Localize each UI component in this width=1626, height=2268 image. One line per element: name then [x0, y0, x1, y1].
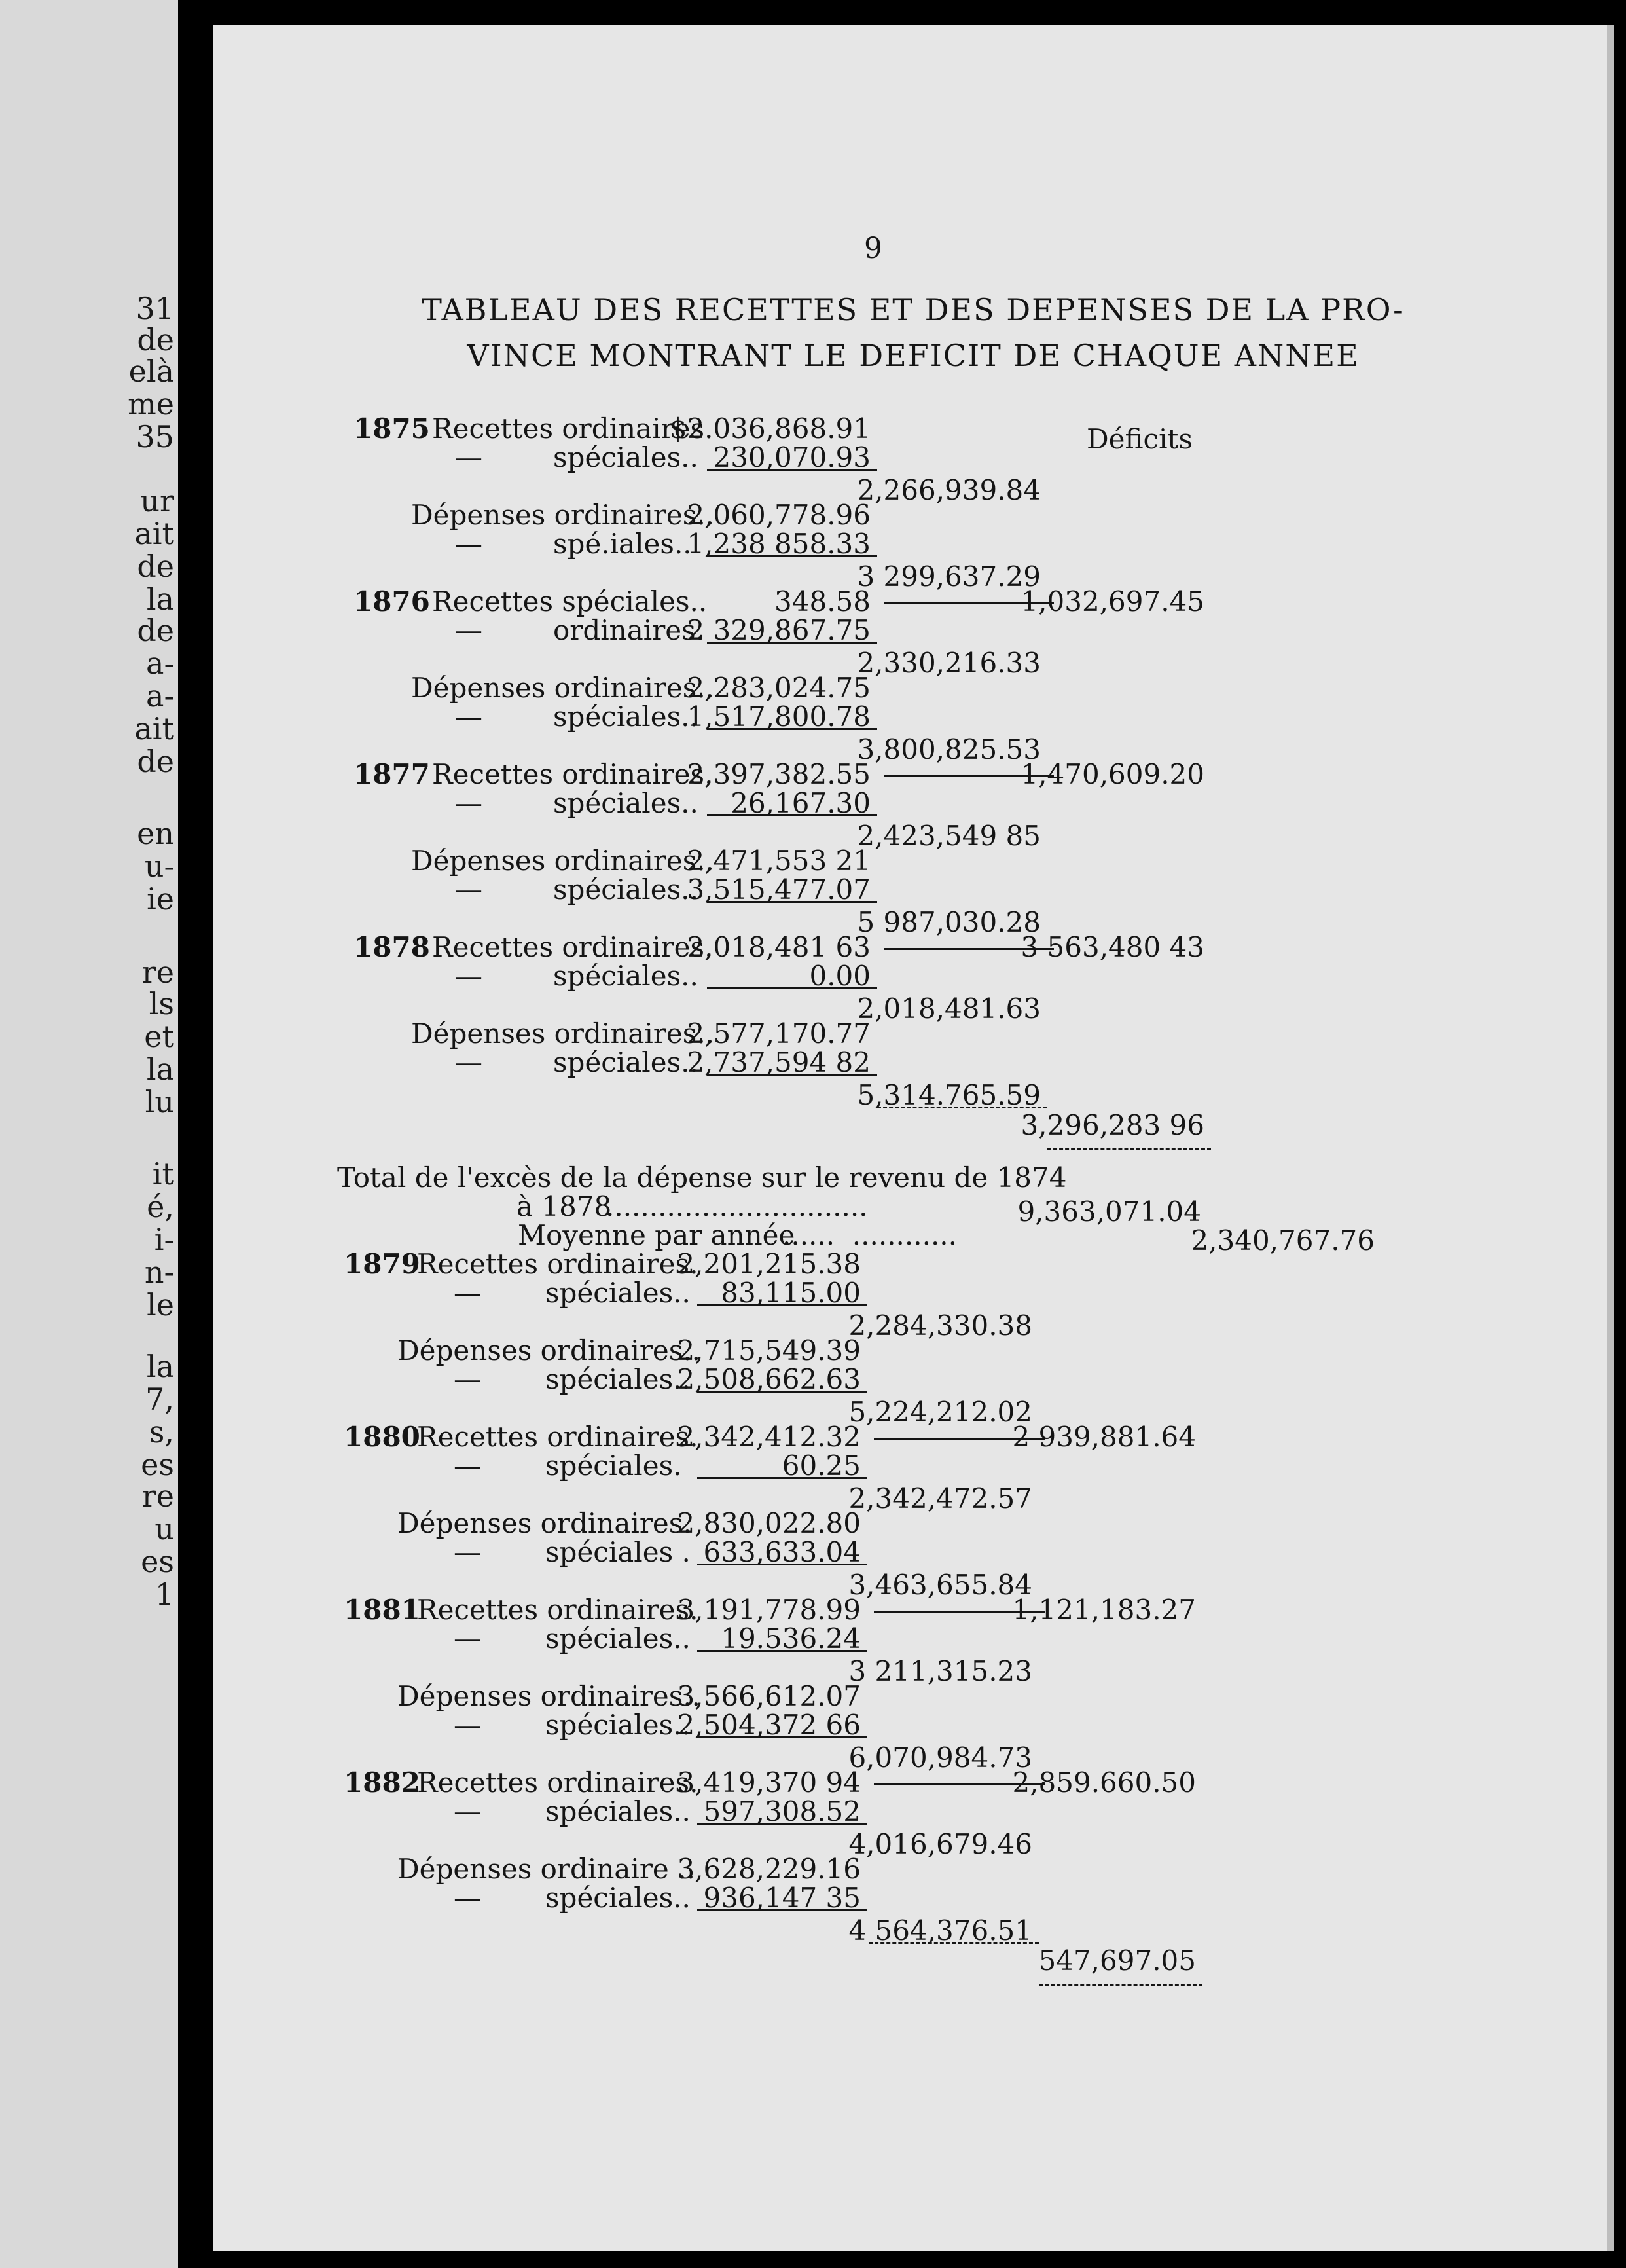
- left-page-text-fragment: a-: [146, 646, 174, 681]
- ditto-dash: —: [454, 1363, 481, 1395]
- subtotal-amount: 5,224,212.02: [848, 1396, 1032, 1428]
- line-item-label: spéciales..: [553, 787, 698, 819]
- year-label: 1882: [344, 1766, 420, 1799]
- line-item-amount: 597,308.52: [703, 1795, 861, 1827]
- subtotal-amount: 3 299,637.29: [857, 560, 1041, 593]
- line-item-amount: 2,060,778.96: [687, 499, 871, 531]
- left-page-text-fragment: ie: [147, 881, 174, 917]
- subtotal-amount: 4,016,679.46: [848, 1828, 1032, 1860]
- line-item-amount: 2,737,594 82: [687, 1046, 871, 1078]
- line-item-amount: 3,419,370 94: [677, 1766, 861, 1799]
- left-page-text-fragment: ls: [149, 986, 174, 1021]
- left-page-text-fragment: me: [128, 386, 174, 422]
- left-page-text-fragment: s,: [149, 1414, 174, 1450]
- line-item-amount: 936,147 35: [703, 1882, 861, 1914]
- line-item-amount: 3,566,612.07: [677, 1680, 861, 1712]
- subtotal-rule: [707, 987, 877, 989]
- line-item-label: spéciales..: [553, 873, 698, 905]
- ditto-dash: —: [455, 787, 482, 819]
- line-item-label: Dépenses ordinaires..: [411, 845, 715, 877]
- ditto-dash: —: [455, 873, 482, 905]
- total-description: Total de l'excès de la dépense sur le revenu de 1874: [337, 1161, 1067, 1194]
- ditto-dash: —: [455, 441, 482, 473]
- subtotal-amount: 2,284,330.38: [848, 1309, 1032, 1342]
- deficit-amount: 1,470,609.20: [1021, 758, 1204, 790]
- line-item-amount: 633,633.04: [703, 1536, 861, 1568]
- left-page-text-fragment: é,: [147, 1189, 174, 1224]
- subtotal-amount: 2,266,939.84: [857, 474, 1041, 506]
- line-item-label: spéciales..: [545, 1882, 691, 1914]
- subtotal-amount: 2,423,549 85: [857, 820, 1041, 852]
- left-page-text-fragment: 1: [154, 1577, 174, 1612]
- ditto-dash: —: [454, 1795, 481, 1827]
- left-page-text-fragment: 31: [136, 291, 174, 326]
- ditto-dash: —: [454, 1450, 481, 1482]
- year-label: 1881: [344, 1594, 420, 1626]
- subtotal-amount: 2,342,472.57: [848, 1482, 1032, 1514]
- deficit-double-rule: [1039, 1984, 1202, 1986]
- previous-page-fragment: [0, 0, 178, 2268]
- left-page-text-fragment: ait: [134, 516, 174, 551]
- line-item-amount: 1,238 858.33: [687, 528, 871, 560]
- subtotal-amount: 5,314.765.59: [857, 1079, 1041, 1111]
- subtotal-amount: 2,330,216.33: [857, 647, 1041, 679]
- left-page-text-fragment: la: [146, 581, 174, 617]
- line-item-label: Recettes ordinaires.: [432, 758, 714, 790]
- subtotal-rule: [697, 1477, 867, 1479]
- line-item-label: spéciales..: [545, 1622, 691, 1655]
- left-page-text-fragment: elà: [128, 354, 174, 389]
- line-item-amount: 2,715,549.39: [677, 1334, 861, 1366]
- deficit-amount: 2 939,881.64: [1012, 1421, 1196, 1453]
- deficit-amount: 2,859.660.50: [1012, 1766, 1196, 1799]
- line-item-label: spéciales.: [545, 1450, 682, 1482]
- line-item-label: Recettes ordinaires.: [417, 1766, 698, 1799]
- left-page-text-fragment: u: [154, 1511, 174, 1546]
- line-item-amount: 3,628,229.16: [677, 1853, 861, 1885]
- line-item-label: spéciales..: [545, 1363, 691, 1395]
- line-item-amount: $2 036,868.91: [669, 412, 871, 445]
- line-item-label: spéciales..: [545, 1277, 691, 1309]
- total-period: à 1878: [516, 1190, 612, 1222]
- subtotal-amount: 2,018,481.63: [857, 993, 1041, 1025]
- left-page-text-fragment: es: [141, 1447, 174, 1482]
- left-page-text-fragment: et: [144, 1019, 174, 1054]
- left-page-text-fragment: lu: [145, 1084, 174, 1120]
- line-item-amount: 83,115.00: [721, 1277, 861, 1309]
- line-item-amount: 1,517,800.78: [687, 701, 871, 733]
- average-per-year-amount: 2,340,767.76: [1191, 1224, 1375, 1256]
- line-item-amount: 0.00: [809, 960, 871, 992]
- line-item-label: Recettes ordinaires.: [432, 931, 714, 963]
- line-item-amount: 2,397,382.55: [687, 758, 871, 790]
- subtotal-rule: [697, 1823, 867, 1825]
- subtotal-rule: [707, 814, 877, 816]
- subtotal-amount: 3 211,315.23: [848, 1655, 1032, 1687]
- ditto-dash: —: [455, 614, 482, 646]
- ditto-dash: —: [455, 528, 482, 560]
- line-item-amount: 2,504,372 66: [677, 1709, 861, 1741]
- line-item-label: spéciales..: [545, 1709, 691, 1741]
- left-page-text-fragment: de: [137, 549, 174, 584]
- line-item-amount: 2,471,553 21: [687, 845, 871, 877]
- subtotal-rule: [707, 1074, 877, 1076]
- ditto-dash: —: [455, 701, 482, 733]
- line-item-label: spéciales .: [545, 1536, 691, 1568]
- line-item-label: Dépenses ordinaires..: [411, 1017, 715, 1050]
- deficit-amount: 1,032,697.45: [1021, 585, 1204, 617]
- line-item-label: spéciales..: [553, 960, 698, 992]
- deficit-amount: 3 563,480 43: [1021, 931, 1204, 963]
- year-label: 1876: [353, 585, 430, 617]
- deficit-amount: 3,296,283 96: [1021, 1109, 1204, 1141]
- page-number: 9: [864, 232, 882, 265]
- left-page-text-fragment: n-: [144, 1254, 174, 1290]
- year-label: 1880: [344, 1421, 420, 1453]
- ditto-dash: —: [454, 1882, 481, 1914]
- line-item-amount: 2,577,170.77: [687, 1017, 871, 1050]
- line-item-label: ordinaires.: [553, 614, 705, 646]
- subtotal-rule: [697, 1304, 867, 1306]
- left-page-text-fragment: de: [137, 744, 174, 779]
- line-item-label: Recettes ordinaires.: [417, 1421, 698, 1453]
- left-page-text-fragment: i-: [154, 1222, 174, 1257]
- line-item-amount: 2,830,022.80: [677, 1507, 861, 1539]
- dot-leader: ..............................: [605, 1190, 868, 1222]
- line-item-amount: 2 329,867.75: [687, 614, 871, 646]
- line-item-amount: 19.536.24: [721, 1622, 861, 1655]
- left-page-text-fragment: 7,: [145, 1381, 174, 1417]
- line-item-label: Recettes ordinaires.: [432, 412, 714, 445]
- subtotal-amount: 3,800,825.53: [857, 733, 1041, 765]
- deficit-amount: 1,121,183.27: [1012, 1594, 1196, 1626]
- line-item-amount: 2,342,412.32: [677, 1421, 861, 1453]
- subtotal-amount: 3,463,655.84: [848, 1569, 1032, 1601]
- left-page-text-fragment: le: [147, 1287, 174, 1323]
- ditto-dash: —: [455, 960, 482, 992]
- line-item-amount: 3,515,477.07: [687, 873, 871, 905]
- left-page-text-fragment: re: [141, 955, 174, 990]
- year-label: 1877: [353, 758, 430, 790]
- line-item-label: Recettes ordinaires.: [417, 1594, 698, 1626]
- left-page-text-fragment: u-: [144, 849, 174, 884]
- line-item-amount: 2,018,481 63: [687, 931, 871, 963]
- left-page-text-fragment: it: [152, 1156, 174, 1192]
- subtotal-rule: [697, 1564, 867, 1565]
- deficit-rule: [869, 1942, 1039, 1944]
- left-page-text-fragment: 35: [136, 419, 174, 454]
- subtotal-amount: 5 987,030.28: [857, 906, 1041, 938]
- line-item-label: spéciales..: [553, 441, 698, 473]
- subtotal-rule: [697, 1391, 867, 1393]
- line-item-label: Dépenses ordinaires..: [411, 499, 715, 531]
- deficit-double-rule: [1047, 1148, 1211, 1150]
- left-page-text-fragment: de: [137, 322, 174, 357]
- line-item-label: Dépenses ordinaire ..: [397, 1853, 695, 1885]
- year-label: 1878: [353, 931, 430, 963]
- ditto-dash: —: [454, 1709, 481, 1741]
- subtotal-rule: [697, 1736, 867, 1738]
- left-page-text-fragment: es: [141, 1544, 174, 1579]
- ditto-dash: —: [455, 1046, 482, 1078]
- left-page-text-fragment: la: [146, 1349, 174, 1384]
- line-item-amount: 2,283,024.75: [687, 672, 871, 704]
- subtotal-rule: [707, 469, 877, 471]
- deficit-rule: [877, 1107, 1047, 1108]
- ditto-dash: —: [454, 1622, 481, 1655]
- ditto-dash: —: [454, 1536, 481, 1568]
- subtotal-rule: [707, 642, 877, 644]
- subtotal-rule: [707, 728, 877, 730]
- document-page: [213, 25, 1614, 2251]
- line-item-amount: 26,167.30: [731, 787, 871, 819]
- line-item-label: Dépenses ordinaires..: [397, 1334, 701, 1366]
- left-page-text-fragment: re: [141, 1478, 174, 1514]
- left-page-text-fragment: de: [137, 613, 174, 648]
- left-page-text-fragment: ur: [140, 483, 174, 519]
- table-title-line-2: VINCE MONTRANT LE DEFICIT DE CHAQUE ANNEE: [467, 338, 1360, 373]
- subtotal-rule: [697, 1650, 867, 1652]
- line-item-amount: 348.58: [774, 585, 871, 617]
- deficit-amount: 547,697.05: [1038, 1945, 1196, 1977]
- subtotal-rule: [697, 1909, 867, 1911]
- total-excess-amount: 9,363,071.04: [1017, 1196, 1201, 1228]
- left-page-text-fragment: en: [137, 816, 174, 851]
- subtotal-rule: [707, 901, 877, 903]
- average-label: Moyenne par année: [518, 1219, 795, 1251]
- year-label: 1875: [353, 412, 430, 445]
- dot-leader: ...... ............: [782, 1219, 958, 1251]
- line-item-label: Recettes ordinaires.: [417, 1248, 698, 1280]
- table-title-line-1: TABLEAU DES RECETTES ET DES DEPENSES DE LA PRO-: [422, 292, 1405, 327]
- line-item-label: spéciales..: [553, 1046, 698, 1078]
- line-item-amount: 230,070.93: [713, 441, 871, 473]
- deficits-column-header: Déficits: [1087, 423, 1193, 455]
- subtotal-amount: 4 564,376.51: [848, 1914, 1032, 1947]
- left-page-text-fragment: la: [146, 1052, 174, 1087]
- subtotal-amount: 6,070,984.73: [848, 1742, 1032, 1774]
- line-item-amount: 2,508,662.63: [677, 1363, 861, 1395]
- line-item-label: spéciales..: [553, 701, 698, 733]
- line-item-label: spéciales..: [545, 1795, 691, 1827]
- left-page-text-fragment: ait: [134, 711, 174, 746]
- line-item-amount: 60.25: [782, 1450, 861, 1482]
- line-item-amount: 3,191,778.99: [677, 1594, 861, 1626]
- subtotal-rule: [707, 555, 877, 557]
- line-item-label: Dépenses ordinaires.: [397, 1507, 692, 1539]
- year-label: 1879: [344, 1248, 420, 1280]
- ditto-dash: —: [454, 1277, 481, 1309]
- line-item-label: Recettes spéciales..: [432, 585, 708, 617]
- left-page-text-fragment: a-: [146, 678, 174, 714]
- line-item-label: spé.iales..: [553, 528, 692, 560]
- line-item-amount: 2,201,215.38: [677, 1248, 861, 1280]
- line-item-label: Dépenses ordinaires..: [411, 672, 715, 704]
- line-item-label: Dépenses ordinaires..: [397, 1680, 701, 1712]
